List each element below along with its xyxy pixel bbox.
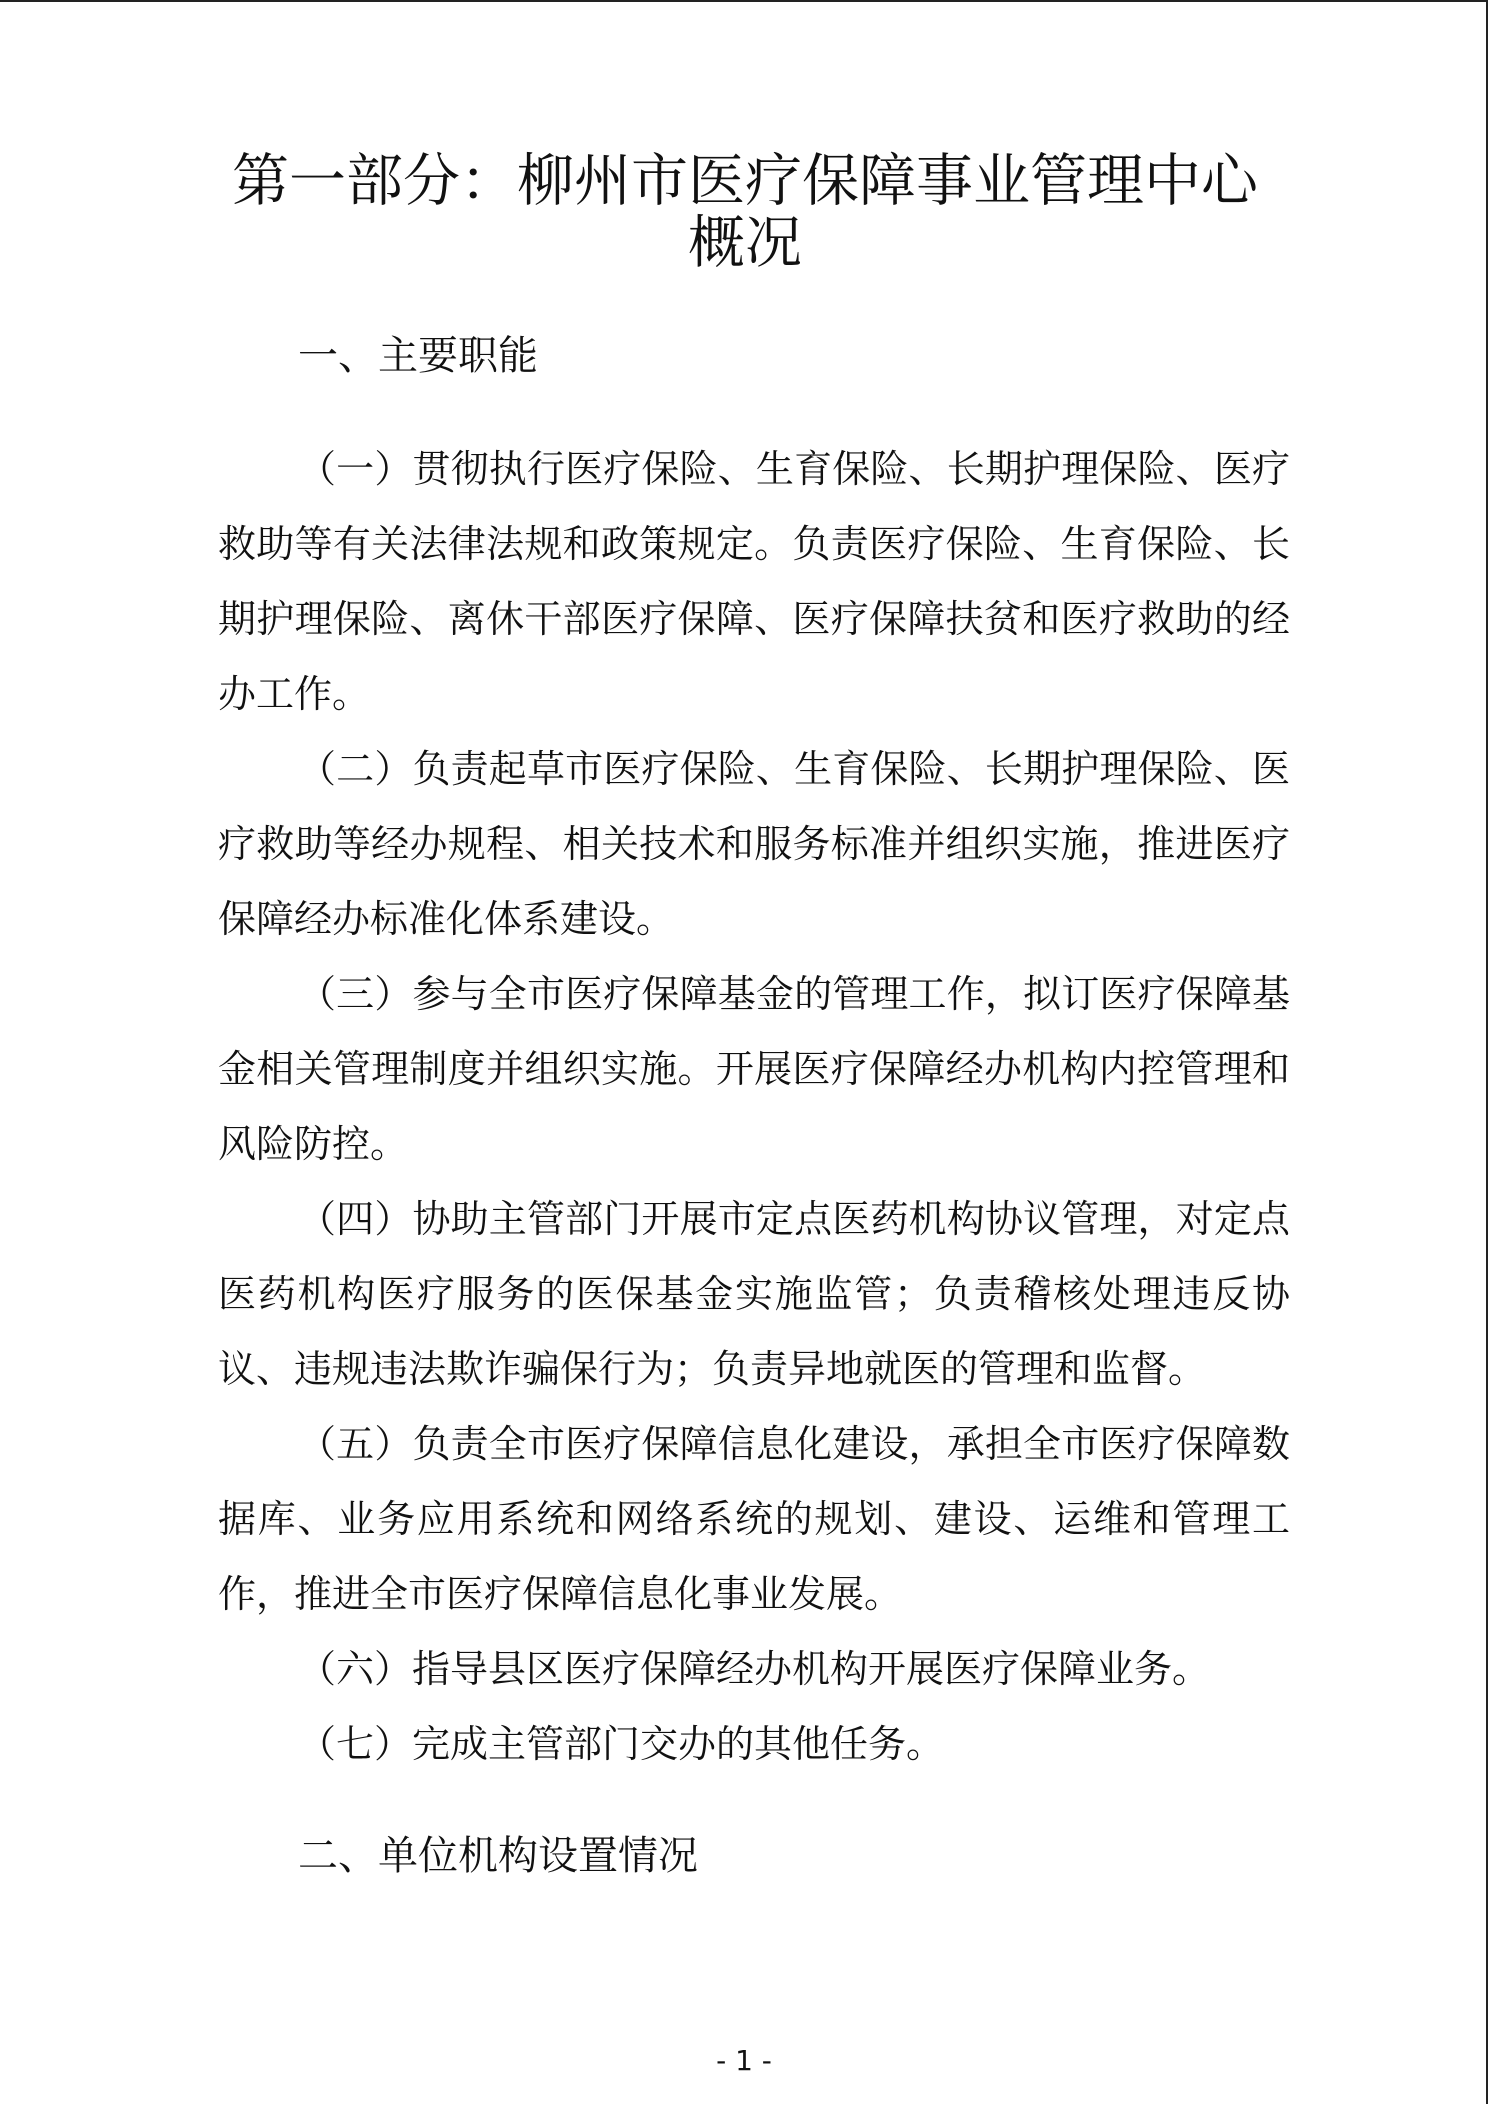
paragraph-7: （七）完成主管部门交办的其他任务。 bbox=[298, 1722, 945, 1766]
paragraph-5: （五）负责全市医疗保障信息化建设，承担全市医疗保障数据库、业务应用系统和网络系统的规划、建设、运维和管理工作，推进全市医疗保障信息化事业发展。 bbox=[218, 1422, 1290, 1616]
page-number: - 1 - bbox=[716, 2044, 772, 2077]
section-heading-functions: 一、主要职能 bbox=[298, 333, 538, 379]
paragraph-4: （四）协助主管部门开展市定点医药机构协议管理，对定点医药机构医疗服务的医保基金实施监管；负责稽核处理违反协议、违规违法欺诈骗保行为；负责异地就医的管理和监督。 bbox=[218, 1197, 1290, 1391]
paragraph-6: （六）指导县区医疗保障经办机构开展医疗保障业务。 bbox=[298, 1647, 1211, 1691]
page-title: 第一部分：柳州市医疗保障事业管理中心概况 bbox=[232, 148, 1258, 276]
section-heading-organization: 二、单位机构设置情况 bbox=[298, 1833, 698, 1879]
paragraph-1: （一）贯彻执行医疗保险、生育保险、长期护理保险、医疗救助等有关法律法规和政策规定。负责医疗保险、生育保险、长期护理保险、离休干部医疗保障、医疗保障扶贫和医疗救助的经办工作。 bbox=[218, 447, 1290, 716]
paragraph-3: （三）参与全市医疗保障基金的管理工作，拟订医疗保障基金相关管理制度并组织实施。开展医疗保障经办机构内控管理和风险防控。 bbox=[218, 972, 1290, 1166]
paragraph-2: （二）负责起草市医疗保险、生育保险、长期护理保险、医疗救助等经办规程、相关技术和服务标准并组织实施，推进医疗保障经办标准化体系建设。 bbox=[218, 747, 1290, 941]
